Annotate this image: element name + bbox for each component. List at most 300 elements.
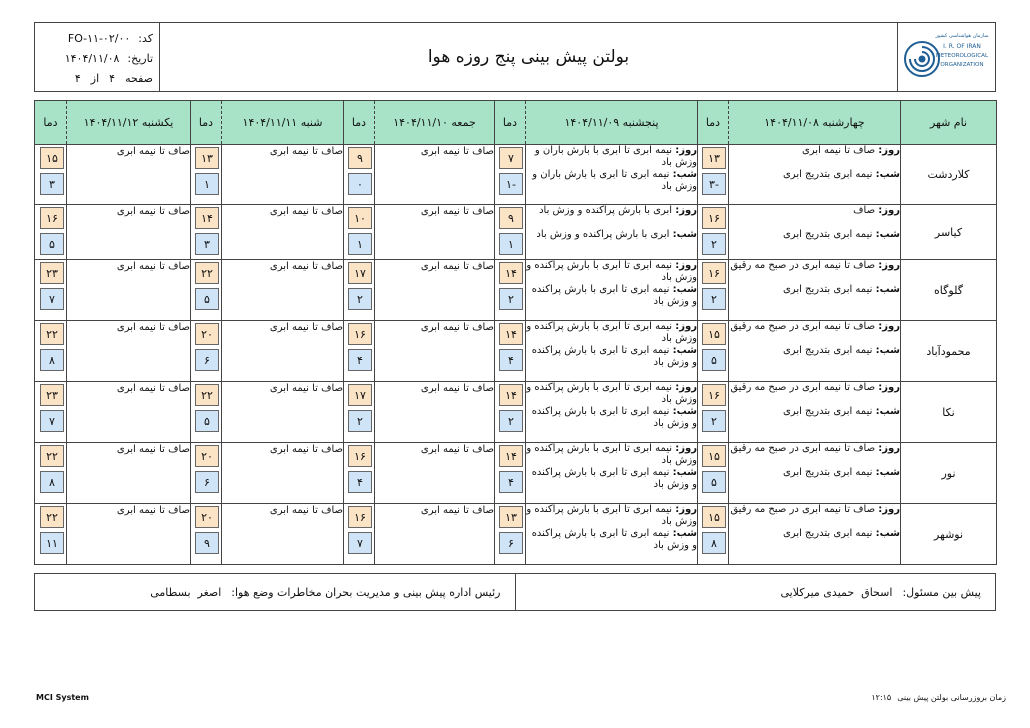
- min-temp: -۱: [499, 173, 523, 195]
- city-name: محمودآباد: [901, 321, 997, 382]
- update-time: ۱۲:۱۵: [871, 693, 892, 702]
- max-temp: ۱۶: [702, 262, 726, 284]
- temp-cell-day-5: [35, 321, 67, 382]
- min-temp: ۶: [499, 532, 523, 554]
- head-field: [35, 574, 516, 610]
- day-forecast: [526, 443, 697, 467]
- forecast-text: صاف تا نیمه ابری: [269, 206, 343, 217]
- day-text: نیمه ابری تا ابری با بارش پراکنده و وزش باد: [526, 321, 697, 344]
- night-forecast: [526, 169, 697, 193]
- forecast-cell-day-2: [526, 260, 698, 321]
- day-text: صاف تا نیمه ابری: [801, 145, 876, 156]
- logo-text-fa: سازمان هواشناسی کشور: [934, 33, 989, 39]
- day-label: روز:: [675, 145, 697, 156]
- city-row: [35, 443, 997, 504]
- table-header-row: [35, 101, 997, 145]
- day-text: ابری با بارش پراکنده و وزش باد: [539, 205, 673, 216]
- night-forecast: [526, 406, 697, 430]
- forecast-cell-day-4: [222, 260, 344, 321]
- night-text: ابری با بارش پراکنده و وزش باد: [536, 229, 670, 240]
- forecast-cell-day-3: [375, 145, 495, 205]
- min-temp: ۱: [195, 173, 219, 195]
- max-temp: ۱۷: [348, 262, 372, 284]
- night-label: شب:: [875, 467, 900, 478]
- temp-cell-day-1: [698, 443, 729, 504]
- logo-line1: I. R. OF IRAN: [942, 43, 981, 50]
- temp-cell-day-4: [191, 260, 222, 321]
- forecast-cell-day-1: [729, 321, 901, 382]
- day-text: صاف تا نیمه ابری در صبح مه رقیق: [730, 382, 876, 393]
- day-header-3: جمعه ۱۴۰۴/۱۱/۱۰: [375, 101, 495, 145]
- night-forecast: [729, 467, 900, 491]
- city-name: کیاسر: [901, 205, 997, 260]
- temp-cell-day-1: [698, 145, 729, 205]
- forecast-text: صاف تا نیمه ابری: [116, 206, 190, 217]
- max-temp: ۲۲: [40, 445, 64, 467]
- night-text: نیمه ابری تا ابری با بارش باران و وزش باد: [532, 169, 697, 192]
- forecast-cell-day-5: [67, 145, 191, 205]
- meteorological-logo-icon: [902, 26, 992, 88]
- day-text: صاف تا نیمه ابری در صبح مه رقیق: [730, 504, 876, 515]
- forecast-cell-day-3: [375, 504, 495, 565]
- temp-header-3: دما: [344, 101, 375, 145]
- day-text: نیمه ابری تا ابری با بارش پراکنده و وزش باد: [526, 382, 697, 405]
- night-label: شب:: [672, 467, 697, 478]
- forecast-cell-day-3: [375, 205, 495, 260]
- temp-cell-day-5: [35, 260, 67, 321]
- max-temp: ۲۰: [195, 506, 219, 528]
- forecast-text: صاف تا نیمه ابری: [420, 444, 494, 455]
- day-text: صاف: [853, 205, 876, 216]
- forecast-cell-day-4: [222, 205, 344, 260]
- forecast-cell-day-2: [526, 504, 698, 565]
- night-forecast: [526, 284, 697, 308]
- forecaster-label: پیش بین مسئول:: [902, 585, 981, 599]
- forecast-text: صاف تا نیمه ابری: [116, 505, 190, 516]
- max-temp: ۱۴: [499, 445, 523, 467]
- page-total: ۴: [74, 72, 81, 85]
- forecast-text: صاف تا نیمه ابری: [269, 383, 343, 394]
- night-forecast: [526, 229, 697, 253]
- night-text: نیمه ابری بتدریج ابری: [782, 467, 873, 478]
- min-temp: ۴: [348, 349, 372, 371]
- city-row: [35, 321, 997, 382]
- forecast-cell-day-5: [67, 205, 191, 260]
- forecast-text: صاف تا نیمه ابری: [269, 505, 343, 516]
- page-of: از: [90, 72, 100, 85]
- night-text: نیمه ابری بتدریج ابری: [782, 229, 873, 240]
- max-temp: ۲۲: [40, 323, 64, 345]
- day-header-2: پنجشنبه ۱۴۰۴/۱۱/۰۹: [526, 101, 698, 145]
- forecast-text: صاف تا نیمه ابری: [420, 505, 494, 516]
- min-temp: ۵: [702, 471, 726, 493]
- night-text: نیمه ابری تا ابری با بارش پراکنده و وزش باد: [531, 406, 697, 429]
- min-temp: ۲: [348, 288, 372, 310]
- night-text: نیمه ابری بتدریج ابری: [782, 406, 873, 417]
- temp-cell-day-5: [35, 443, 67, 504]
- day-forecast: [526, 504, 697, 528]
- bulletin-title: بولتن پیش بینی پنج روزه هوا: [427, 47, 630, 67]
- organization-logo: [897, 23, 995, 91]
- head-name: اصغر بسطامی: [150, 585, 222, 599]
- night-forecast: [729, 406, 900, 430]
- day-forecast: [729, 504, 900, 528]
- day-text: نیمه ابری تا ابری با بارش باران و وزش باد: [534, 145, 697, 168]
- night-text: نیمه ابری تا ابری با بارش پراکنده و وزش باد: [531, 528, 697, 551]
- min-temp: ۶: [195, 471, 219, 493]
- city-name: نوشهر: [901, 504, 997, 565]
- min-temp: ۶: [195, 349, 219, 371]
- max-temp: ۱۴: [499, 323, 523, 345]
- temp-cell-day-2: [495, 443, 526, 504]
- city-name: نکا: [901, 382, 997, 443]
- temp-cell-day-4: [191, 382, 222, 443]
- day-label: روز:: [675, 382, 697, 393]
- temp-cell-day-2: [495, 382, 526, 443]
- max-temp: ۹: [499, 207, 523, 229]
- city-name: گلوگاه: [901, 260, 997, 321]
- day-forecast: [729, 205, 900, 229]
- forecast-text: صاف تا نیمه ابری: [420, 146, 494, 157]
- min-temp: ۸: [40, 471, 64, 493]
- bulletin-footer: [34, 573, 996, 611]
- max-temp: ۱۶: [40, 207, 64, 229]
- day-forecast: [729, 145, 900, 169]
- max-temp: ۱۴: [195, 207, 219, 229]
- max-temp: ۲۳: [40, 384, 64, 406]
- temp-cell-day-4: [191, 321, 222, 382]
- city-header: نام شهر: [901, 101, 997, 145]
- max-temp: ۱۷: [348, 384, 372, 406]
- min-temp: ۸: [702, 532, 726, 554]
- forecast-cell-day-4: [222, 443, 344, 504]
- city-row: [35, 260, 997, 321]
- min-temp: ۷: [348, 532, 372, 554]
- temp-cell-day-5: [35, 145, 67, 205]
- forecast-text: صاف تا نیمه ابری: [116, 444, 190, 455]
- min-temp: ۵: [40, 233, 64, 255]
- temp-cell-day-1: [698, 504, 729, 565]
- day-forecast: [526, 382, 697, 406]
- min-temp: ۲: [499, 288, 523, 310]
- night-label: شب:: [672, 345, 697, 356]
- day-forecast: [729, 443, 900, 467]
- max-temp: ۱۰: [348, 207, 372, 229]
- temp-cell-day-4: [191, 145, 222, 205]
- page-row: [41, 69, 153, 89]
- max-temp: ۱۶: [702, 207, 726, 229]
- night-forecast: [729, 229, 900, 253]
- temp-cell-day-2: [495, 205, 526, 260]
- forecast-cell-day-1: [729, 145, 901, 205]
- day-header-4: شنبه ۱۴۰۴/۱۱/۱۱: [222, 101, 344, 145]
- day-text: نیمه ابری تا ابری با بارش پراکنده و وزش باد: [526, 504, 697, 527]
- min-temp: ۱: [348, 233, 372, 255]
- date-label: تاریخ:: [127, 52, 153, 65]
- forecast-text: صاف تا نیمه ابری: [269, 261, 343, 272]
- forecast-cell-day-2: [526, 443, 698, 504]
- day-label: روز:: [675, 504, 697, 515]
- night-label: شب:: [875, 229, 900, 240]
- day-label: روز:: [878, 382, 900, 393]
- temp-cell-day-2: [495, 504, 526, 565]
- forecast-text: صاف تا نیمه ابری: [420, 383, 494, 394]
- forecast-cell-day-5: [67, 443, 191, 504]
- day-label: روز:: [878, 504, 900, 515]
- min-temp: ۵: [195, 410, 219, 432]
- night-label: شب:: [875, 528, 900, 539]
- night-label: شب:: [672, 406, 697, 417]
- day-text: نیمه ابری تا ابری با بارش پراکنده و وزش باد: [526, 260, 697, 283]
- night-label: شب:: [672, 169, 697, 180]
- forecast-cell-day-5: [67, 260, 191, 321]
- day-label: روز:: [878, 443, 900, 454]
- temp-cell-day-4: [191, 504, 222, 565]
- forecast-text: صاف تا نیمه ابری: [420, 261, 494, 272]
- city-row: [35, 145, 997, 205]
- page-current: ۴: [109, 72, 116, 85]
- day-forecast: [526, 260, 697, 284]
- forecast-text: صاف تا نیمه ابری: [420, 206, 494, 217]
- forecast-cell-day-4: [222, 504, 344, 565]
- temp-cell-day-3: [344, 443, 375, 504]
- temp-cell-day-5: [35, 504, 67, 565]
- night-forecast: [729, 284, 900, 308]
- forecast-text: صاف تا نیمه ابری: [116, 261, 190, 272]
- forecast-text: صاف تا نیمه ابری: [269, 146, 343, 157]
- forecast-cell-day-4: [222, 321, 344, 382]
- temp-cell-day-3: [344, 382, 375, 443]
- forecast-cell-day-1: [729, 443, 901, 504]
- min-temp: ۵: [702, 349, 726, 371]
- max-temp: ۱۳: [702, 147, 726, 169]
- night-text: نیمه ابری تا ابری با بارش پراکنده و وزش باد: [531, 345, 697, 368]
- day-label: روز:: [675, 205, 697, 216]
- night-text: نیمه ابری تا ابری با بارش پراکنده و وزش باد: [531, 467, 697, 490]
- night-label: شب:: [875, 169, 900, 180]
- forecast-text: صاف تا نیمه ابری: [116, 146, 190, 157]
- min-temp: ۸: [40, 349, 64, 371]
- min-temp: -۳: [702, 173, 726, 195]
- day-forecast: [526, 205, 697, 229]
- forecaster-name: اسحاق حمیدی میرکلایی: [780, 585, 893, 599]
- forecast-text: صاف تا نیمه ابری: [269, 322, 343, 333]
- night-forecast: [526, 528, 697, 552]
- night-forecast: [526, 345, 697, 369]
- max-temp: ۷: [499, 147, 523, 169]
- forecast-cell-day-2: [526, 205, 698, 260]
- min-temp: ۷: [40, 410, 64, 432]
- forecast-table: [34, 100, 997, 565]
- max-temp: ۱۴: [499, 384, 523, 406]
- logo-line3: ORGANIZATION: [939, 62, 984, 68]
- city-row: [35, 504, 997, 565]
- temp-cell-day-3: [344, 321, 375, 382]
- update-label: زمان بروزرسانی بولتن پیش بینی: [897, 693, 1006, 702]
- temp-cell-day-5: [35, 382, 67, 443]
- forecast-cell-day-4: [222, 382, 344, 443]
- min-temp: ۲: [348, 410, 372, 432]
- forecast-cell-day-2: [526, 321, 698, 382]
- forecast-cell-day-2: [526, 145, 698, 205]
- temp-cell-day-4: [191, 205, 222, 260]
- min-temp: ۲: [702, 410, 726, 432]
- night-text: نیمه ابری تا ابری با بارش پراکنده و وزش باد: [531, 284, 697, 307]
- max-temp: ۲۲: [195, 384, 219, 406]
- date-row: [41, 49, 153, 69]
- max-temp: ۱۵: [702, 506, 726, 528]
- forecast-text: صاف تا نیمه ابری: [116, 322, 190, 333]
- forecast-cell-day-1: [729, 504, 901, 565]
- night-forecast: [526, 467, 697, 491]
- night-text: نیمه ابری بتدریج ابری: [782, 284, 873, 295]
- bulletin-header: [34, 22, 996, 92]
- forecast-text: صاف تا نیمه ابری: [269, 444, 343, 455]
- night-label: شب:: [875, 345, 900, 356]
- temp-cell-day-2: [495, 321, 526, 382]
- day-text: صاف تا نیمه ابری در صبح مه رقیق: [730, 321, 876, 332]
- night-text: نیمه ابری بتدریج ابری: [782, 528, 873, 539]
- day-text: نیمه ابری تا ابری با بارش پراکنده و وزش باد: [526, 443, 697, 466]
- temp-header-5: دما: [35, 101, 67, 145]
- temp-cell-day-4: [191, 443, 222, 504]
- min-temp: ۱۱: [40, 532, 64, 554]
- temp-cell-day-1: [698, 260, 729, 321]
- day-label: روز:: [878, 205, 900, 216]
- forecast-cell-day-4: [222, 145, 344, 205]
- max-temp: ۱۵: [40, 147, 64, 169]
- temp-cell-day-3: [344, 260, 375, 321]
- min-temp: ۳: [195, 233, 219, 255]
- night-label: شب:: [672, 229, 697, 240]
- max-temp: ۱۴: [499, 262, 523, 284]
- temp-cell-day-1: [698, 205, 729, 260]
- forecast-text: صاف تا نیمه ابری: [116, 383, 190, 394]
- temp-cell-day-3: [344, 504, 375, 565]
- day-label: روز:: [675, 260, 697, 271]
- night-text: نیمه ابری بتدریج ابری: [782, 169, 873, 180]
- city-row: [35, 205, 997, 260]
- max-temp: ۱۵: [702, 445, 726, 467]
- forecast-cell-day-3: [375, 321, 495, 382]
- document-meta: [35, 23, 160, 91]
- day-label: روز:: [675, 443, 697, 454]
- logo-line2: METEOROLOGICAL: [935, 53, 988, 59]
- temp-cell-day-1: [698, 321, 729, 382]
- temp-cell-day-2: [495, 145, 526, 205]
- max-temp: ۱۶: [348, 323, 372, 345]
- temp-cell-day-2: [495, 260, 526, 321]
- max-temp: ۱۶: [348, 506, 372, 528]
- city-row: [35, 382, 997, 443]
- temp-cell-day-3: [344, 145, 375, 205]
- min-temp: ۷: [40, 288, 64, 310]
- day-text: صاف تا نیمه ابری در صبح مه رقیق: [730, 260, 876, 271]
- date-value: ۱۴۰۴/۱۱/۰۸: [64, 52, 120, 65]
- night-label: شب:: [875, 284, 900, 295]
- max-temp: ۲۰: [195, 323, 219, 345]
- system-label: MCI System: [36, 693, 89, 702]
- code-label: کد:: [138, 32, 153, 45]
- min-temp: ۲: [702, 288, 726, 310]
- max-temp: ۲۳: [40, 262, 64, 284]
- forecast-text: صاف تا نیمه ابری: [420, 322, 494, 333]
- min-temp: ۲: [702, 233, 726, 255]
- min-temp: ۰: [348, 173, 372, 195]
- max-temp: ۲۲: [195, 262, 219, 284]
- day-forecast: [526, 321, 697, 345]
- page-label: صفحه: [125, 72, 153, 85]
- night-label: شب:: [672, 528, 697, 539]
- city-name: کلاردشت: [901, 145, 997, 205]
- day-forecast: [526, 145, 697, 169]
- day-text: صاف تا نیمه ابری در صبح مه رقیق: [730, 443, 876, 454]
- min-temp: ۵: [195, 288, 219, 310]
- max-temp: ۱۳: [499, 506, 523, 528]
- max-temp: ۱۵: [702, 323, 726, 345]
- head-label: رئیس اداره پیش بینی و مدیریت بحران مخاطرات وضع هوا:: [231, 585, 501, 599]
- forecast-cell-day-2: [526, 382, 698, 443]
- day-forecast: [729, 260, 900, 284]
- temp-header-4: دما: [191, 101, 222, 145]
- max-temp: ۱۶: [702, 384, 726, 406]
- night-forecast: [729, 345, 900, 369]
- forecast-cell-day-5: [67, 504, 191, 565]
- night-forecast: [729, 169, 900, 193]
- day-forecast: [729, 382, 900, 406]
- day-label: روز:: [878, 145, 900, 156]
- forecast-cell-day-3: [375, 443, 495, 504]
- day-label: روز:: [675, 321, 697, 332]
- day-label: روز:: [878, 321, 900, 332]
- day-header-5: یکشنبه ۱۴۰۴/۱۱/۱۲: [67, 101, 191, 145]
- temp-cell-day-1: [698, 382, 729, 443]
- max-temp: ۹: [348, 147, 372, 169]
- min-temp: ۴: [348, 471, 372, 493]
- forecast-cell-day-1: [729, 260, 901, 321]
- max-temp: ۱۶: [348, 445, 372, 467]
- night-label: شب:: [875, 406, 900, 417]
- night-text: نیمه ابری بتدریج ابری: [782, 345, 873, 356]
- max-temp: ۱۳: [195, 147, 219, 169]
- forecast-cell-day-1: [729, 205, 901, 260]
- temp-cell-day-3: [344, 205, 375, 260]
- min-temp: ۹: [195, 532, 219, 554]
- temp-header-2: دما: [495, 101, 526, 145]
- min-temp: ۲: [499, 410, 523, 432]
- forecast-cell-day-3: [375, 260, 495, 321]
- night-label: شب:: [672, 284, 697, 295]
- day-forecast: [729, 321, 900, 345]
- update-info: [871, 693, 1006, 702]
- max-temp: ۲۲: [40, 506, 64, 528]
- temp-header-1: دما: [698, 101, 729, 145]
- code-value: FO-۱۱-۰۲/۰۰: [67, 32, 131, 45]
- min-temp: ۱: [499, 233, 523, 255]
- min-temp: ۳: [40, 173, 64, 195]
- min-temp: ۴: [499, 349, 523, 371]
- forecaster-field: [516, 574, 996, 610]
- day-label: روز:: [878, 260, 900, 271]
- forecast-cell-day-5: [67, 382, 191, 443]
- night-forecast: [729, 528, 900, 552]
- min-temp: ۴: [499, 471, 523, 493]
- bulletin-page: [34, 22, 996, 611]
- temp-cell-day-5: [35, 205, 67, 260]
- forecast-cell-day-5: [67, 321, 191, 382]
- forecast-cell-day-3: [375, 382, 495, 443]
- max-temp: ۲۰: [195, 445, 219, 467]
